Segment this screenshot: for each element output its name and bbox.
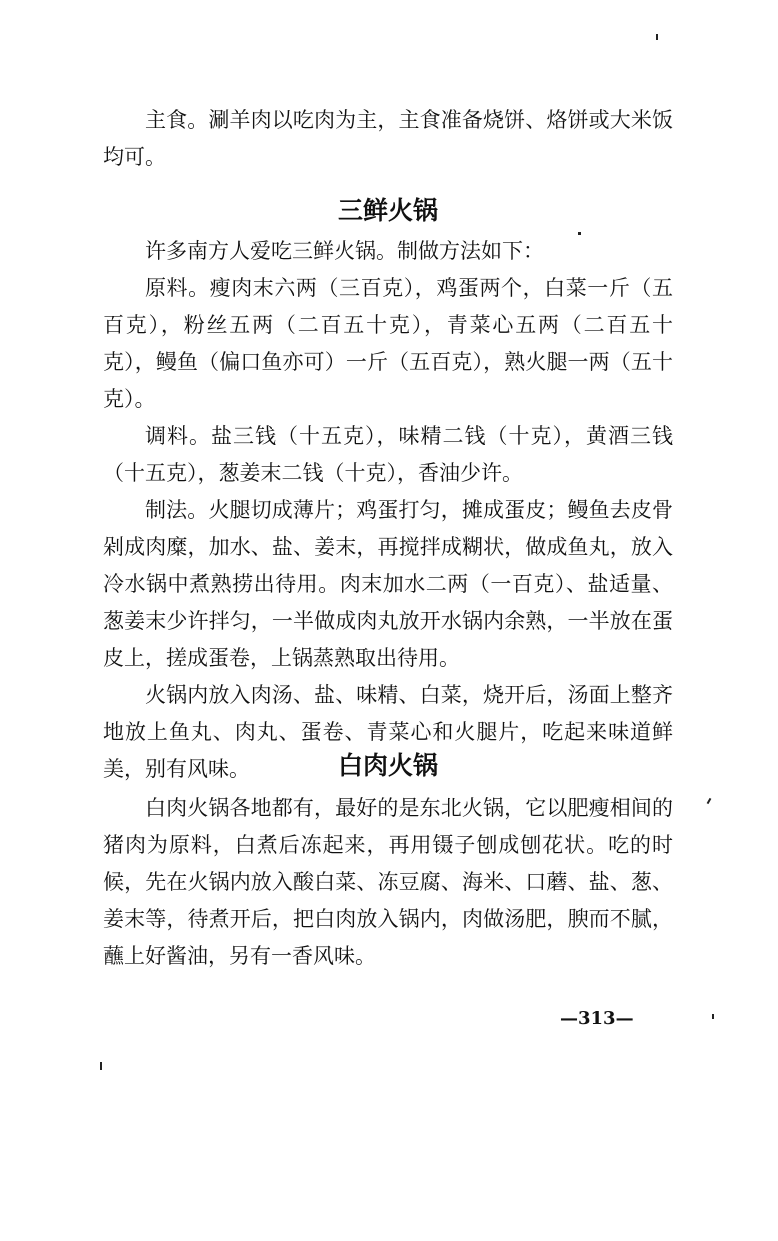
page-number: —313— [560, 1008, 634, 1029]
section-title-white-meat-hotpot: 白肉火锅 [337, 751, 438, 780]
scan-speck [712, 1014, 714, 1019]
section1-paragraph-ingredients: 原料。瘦肉末六两（三百克），鸡蛋两个，白菜一斤（五百克），粉丝五两（二百五十克），青菜心五两（二百五十克），鳗鱼（偏口鱼亦可）一斤（五百克），熟火腿一两（五十克）。 [103, 276, 673, 411]
scan-speck [100, 1062, 102, 1070]
section2-paragraph: 白肉火锅各地都有，最好的是东北火锅，它以肥瘦相间的猪肉为原料，白煮后冻起来，再用镊子刨成刨花状。吃的时候，先在火锅内放入酸白菜、冻豆腐、海米、口蘑、盐、葱、姜末等，待煮开后，把白肉放入锅内，肉做汤肥，腴而不腻，蘸上好酱油，另有一香风味。 [103, 796, 673, 968]
section1-paragraph-method: 制法。火腿切成薄片；鸡蛋打匀，摊成蛋皮；鳗鱼去皮骨剁成肉糜，加水、盐、姜末，再搅拌成糊状，做成鱼丸，放入冷水锅中煮熟捞出待用。肉末加水二两（一百克）、盐适量、葱姜末少许拌匀，一半做成肉丸放开水锅内余熟，一半放在蛋皮上，搓成蛋卷，上锅蒸熟取出待用。 [103, 498, 673, 670]
section1-paragraph-seasonings: 调料。盐三钱（十五克），味精二钱（十克），黄酒三钱（十五克），葱姜末二钱（十克），香油少许。 [103, 424, 673, 485]
section-title-sanxian-hotpot: 三鲜火锅 [337, 196, 438, 225]
section-body-sanxian-hotpot [103, 233, 673, 788]
section1-paragraph-intro: 许多南方人爱吃三鲜火锅。制做方法如下： [145, 239, 544, 263]
scan-speck [656, 34, 658, 40]
section-body-white-meat-hotpot [103, 790, 673, 975]
intro-text [103, 102, 673, 176]
intro-paragraph: 主食。涮羊肉以吃肉为主，主食准备烧饼、烙饼或大米饭均可。 [103, 108, 673, 169]
scan-speck [578, 232, 581, 235]
section1-paragraph-serving: 火锅内放入肉汤、盐、味精、白菜，烧开后，汤面上整齐地放上鱼丸、肉丸、蛋卷、青菜心和火腿片，吃起来味道鲜美，别有风味。 [103, 683, 673, 781]
scan-speck [707, 798, 712, 804]
